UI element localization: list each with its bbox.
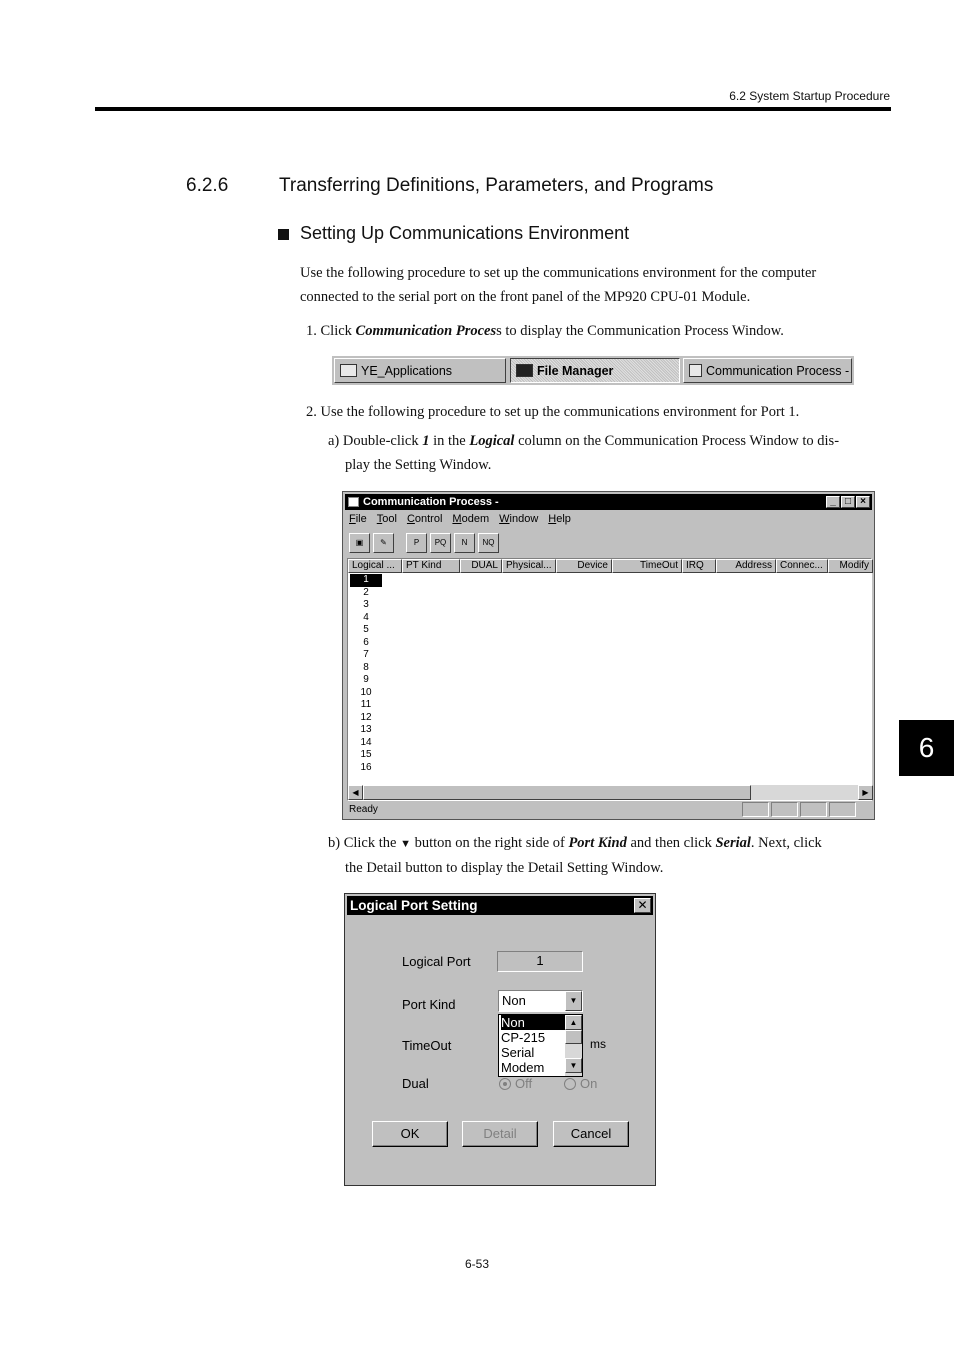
chapter-tab: 6 xyxy=(899,720,954,776)
menu-control[interactable]: Control xyxy=(406,513,443,525)
running-header: 6.2 System Startup Procedure xyxy=(729,89,890,103)
dual-off-radio[interactable]: Off xyxy=(499,1076,532,1091)
menu-window[interactable]: Window xyxy=(499,513,539,525)
taskbar xyxy=(332,356,854,385)
column-header[interactable]: IRQ xyxy=(682,559,716,573)
save-icon[interactable]: ▣ xyxy=(349,533,370,553)
table-row[interactable]: 4 xyxy=(363,611,369,623)
logical-port-field: 1 xyxy=(497,951,583,972)
menu-file[interactable]: File xyxy=(349,513,367,525)
table-row[interactable]: 5 xyxy=(363,624,369,635)
table-row[interactable]: 8 xyxy=(363,661,369,673)
status-bar xyxy=(347,802,870,817)
communication-process-window xyxy=(342,491,875,820)
column-header[interactable]: Address xyxy=(716,559,776,573)
list-item[interactable]: CP-215 xyxy=(501,1030,546,1045)
dialog-titlebar[interactable]: Logical Port Setting xyxy=(347,896,653,915)
table-row[interactable]: 2 xyxy=(363,586,369,598)
menu-modem[interactable]: Modem xyxy=(452,513,490,525)
table-row[interactable]: 11 xyxy=(360,699,372,710)
column-header[interactable]: Connec... xyxy=(776,559,828,573)
taskbar-button-communication-process[interactable]: Communication Process - xyxy=(683,358,852,383)
table-row[interactable]: 7 xyxy=(363,649,369,660)
header-rule xyxy=(95,107,891,111)
horizontal-scrollbar[interactable] xyxy=(348,785,873,800)
app-icon xyxy=(348,497,359,507)
close-icon[interactable]: ✕ xyxy=(634,898,651,913)
table-row[interactable]: 6 xyxy=(363,636,369,648)
port-grid xyxy=(347,558,872,801)
page-number: 6-53 xyxy=(464,1257,490,1271)
menu-tool[interactable]: Tool xyxy=(376,513,397,525)
table-row[interactable]: 16 xyxy=(360,761,372,773)
taskbar-button-file-manager[interactable]: File Manager xyxy=(510,358,680,383)
table-row[interactable]: 13 xyxy=(360,724,372,735)
p-icon[interactable]: P xyxy=(406,533,427,553)
status-text: Ready xyxy=(349,804,378,815)
section-number: 6.2.6 xyxy=(186,175,229,196)
column-header[interactable]: DUAL xyxy=(460,559,502,573)
section-title: Transferring Definitions, Parameters, and Programs xyxy=(279,175,714,196)
table-row[interactable]: 12 xyxy=(360,711,372,723)
scroll-thumb[interactable] xyxy=(363,785,751,800)
column-header[interactable]: Physical... xyxy=(502,559,556,573)
scroll-up-icon[interactable]: ▲ xyxy=(565,1015,582,1030)
port-kind-select[interactable]: Non ▼ xyxy=(498,990,583,1012)
n-icon[interactable]: N xyxy=(454,533,475,553)
column-header[interactable]: Logical ... xyxy=(348,559,402,573)
detail-button[interactable]: Detail xyxy=(462,1121,538,1147)
down-arrow-icon: ▼ xyxy=(400,838,411,850)
table-row[interactable]: 15 xyxy=(360,749,372,760)
list-item[interactable]: Non xyxy=(501,1015,565,1030)
port-kind-dropdown-list xyxy=(498,1014,583,1077)
grid-header xyxy=(348,559,873,573)
timeout-label: TimeOut xyxy=(402,1038,452,1053)
radio-icon xyxy=(564,1078,576,1090)
ok-button[interactable]: OK xyxy=(372,1121,448,1147)
list-item[interactable]: Serial xyxy=(501,1045,535,1060)
maximize-icon[interactable]: □ xyxy=(841,496,855,508)
step-2a: a) Double-click 1 in the Logical column on the Communication Process Window to dis- play the Setting Window. xyxy=(328,433,840,473)
scroll-left-icon[interactable]: ◀ xyxy=(348,785,363,800)
dual-on-radio[interactable]: On xyxy=(564,1076,597,1091)
nq-icon[interactable]: NQ xyxy=(478,533,499,553)
table-row[interactable]: 3 xyxy=(363,599,369,610)
dropdown-arrow-icon[interactable]: ▼ xyxy=(565,991,582,1011)
minimize-icon[interactable]: _ xyxy=(826,496,840,508)
close-icon[interactable]: × xyxy=(856,496,870,508)
computer-icon xyxy=(689,364,702,377)
column-header[interactable]: Device xyxy=(556,559,612,573)
edit-icon[interactable]: ✎ xyxy=(373,533,394,553)
resize-grip-icon[interactable] xyxy=(856,802,870,817)
window-titlebar[interactable]: Communication Process - _ □ × xyxy=(345,494,872,510)
scroll-right-icon[interactable]: ▶ xyxy=(858,785,873,800)
cancel-button[interactable]: Cancel xyxy=(553,1121,629,1147)
pq-icon[interactable]: PQ xyxy=(430,533,451,553)
radio-icon xyxy=(499,1078,511,1090)
port-kind-label: Port Kind xyxy=(402,997,456,1012)
table-row[interactable]: 1 xyxy=(350,574,382,587)
toolbar xyxy=(347,530,870,556)
vertical-scrollbar[interactable] xyxy=(565,1015,582,1076)
dual-label: Dual xyxy=(402,1076,429,1091)
menu-bar xyxy=(349,513,571,525)
step-1: 1. Click Communication Process to display the Communication Process Window. xyxy=(306,323,784,339)
scroll-down-icon[interactable]: ▼ xyxy=(565,1058,582,1073)
scroll-thumb[interactable] xyxy=(565,1030,582,1044)
timeout-unit: ms xyxy=(590,1037,606,1051)
table-row[interactable]: 9 xyxy=(363,674,369,685)
logical-column xyxy=(350,574,382,774)
column-header[interactable]: Modify xyxy=(828,559,873,573)
file-manager-icon xyxy=(516,364,533,377)
table-row[interactable]: 14 xyxy=(360,736,372,748)
folder-icon xyxy=(340,364,357,377)
column-header[interactable]: PT Kind xyxy=(402,559,460,573)
step-2b: b) Click the ▼ button on the right side of Port Kind and then click Serial. Next, click the Detail button to display the Detail Setting Window. xyxy=(328,835,822,876)
list-item[interactable]: Modem xyxy=(501,1060,545,1075)
taskbar-button-ye-applications[interactable]: YE_Applications xyxy=(334,358,506,383)
step-2: 2. Use the following procedure to set up the communications environment for Port 1. xyxy=(306,404,800,420)
menu-help[interactable]: Help xyxy=(548,513,571,525)
subsection-title: Setting Up Communications Environment xyxy=(300,223,630,243)
table-row[interactable]: 10 xyxy=(360,686,372,698)
logical-port-setting-dialog xyxy=(344,893,656,1186)
intro-paragraph: Use the following procedure to set up the communications environment for the computer connected to the serial port on the front panel of the MP920 CPU-01 Module. xyxy=(300,265,817,305)
column-header[interactable]: TimeOut xyxy=(612,559,682,573)
square-bullet-icon xyxy=(278,229,289,240)
logical-port-label: Logical Port xyxy=(402,954,471,969)
